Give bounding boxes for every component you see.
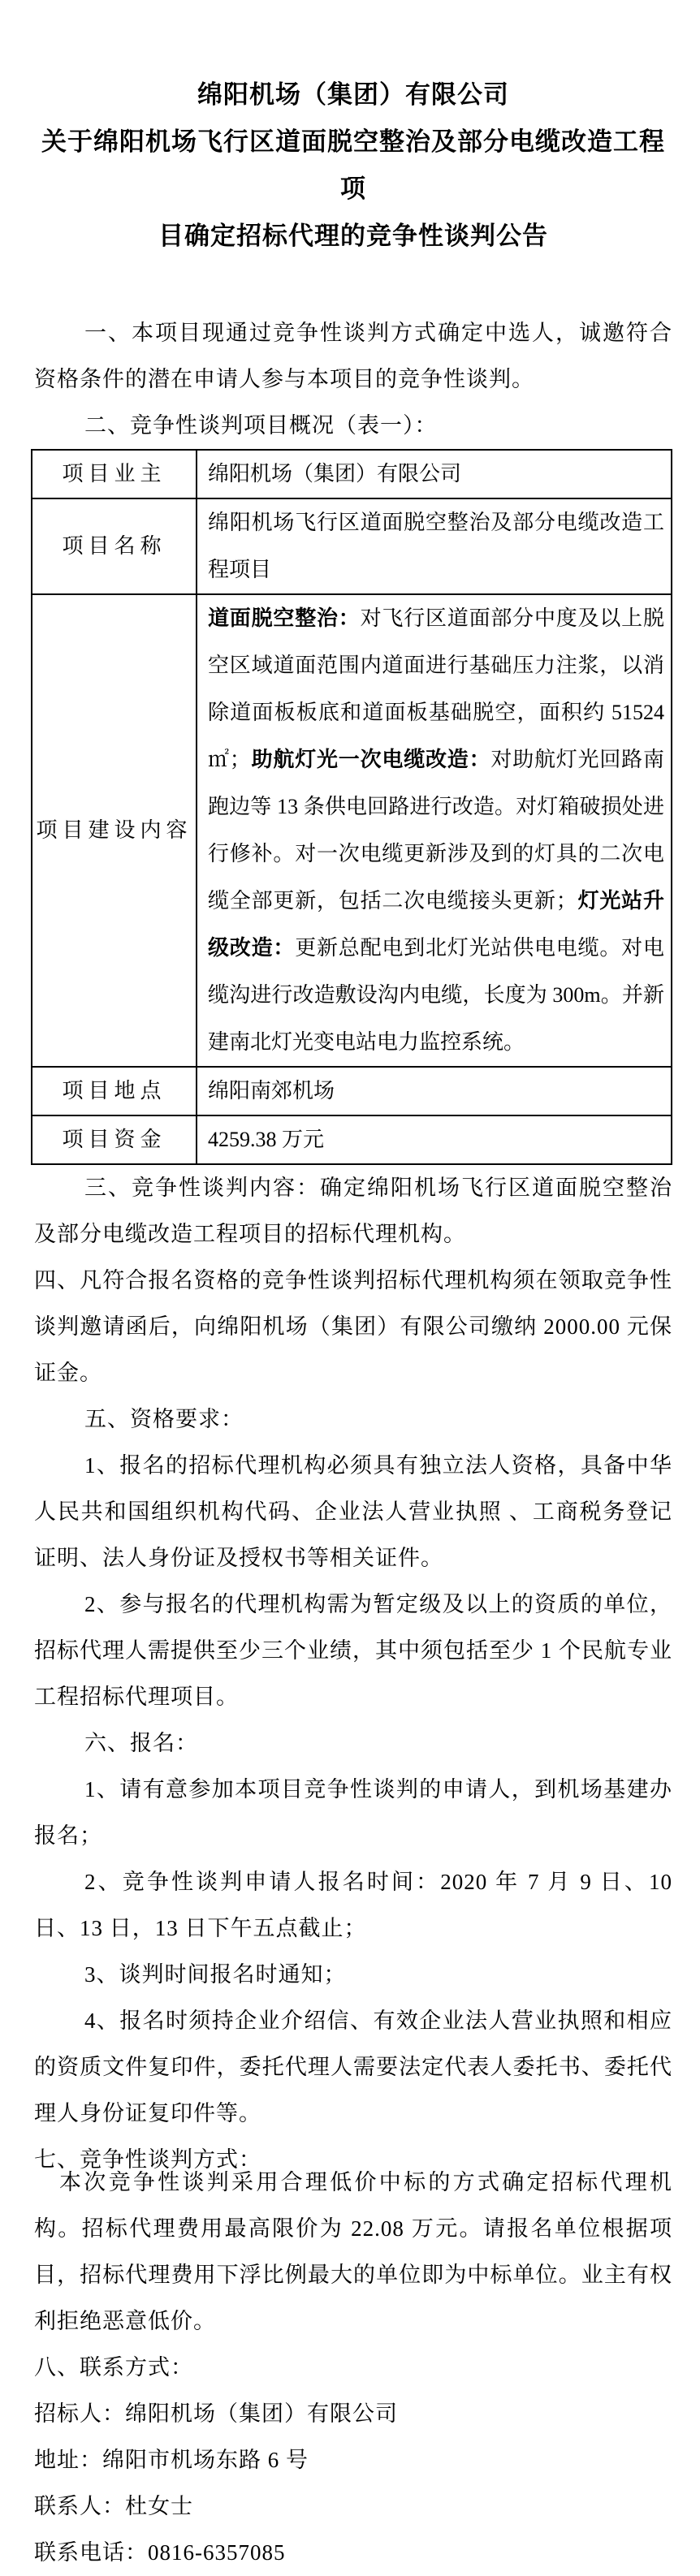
para-qualification-heading: 五、资格要求： — [84, 1407, 244, 1431]
text-run: 更新总配电到北灯光站供电电缆。对电缆沟进行改造敷设沟内电缆，长度为 300m。并新建南北灯光变电站电力监控系统。 — [208, 936, 664, 1054]
para-qualification-item-1: 1、报名的招标代理机构必须具有独立法人资格，具备中华人民共和国组织机构代码、企业法人营业执照 、工商税务登记证明、法人身份证及授权书等相关证件。 — [34, 1453, 672, 1570]
title-company-line: 绵阳机场（集团）有限公司 — [197, 80, 509, 109]
table-row-funding — [32, 1115, 672, 1164]
table-row-owner — [32, 450, 672, 498]
para-method-body: 本次竞争性谈判采用合理低价中标的方式确定招标代理机构。招标代理费用最高限价为 22.08 万元。请报名单位根据项目，招标代理费用下浮比例最大的单位即为中标单位。业主有权利拒绝恶意低价。 — [34, 2170, 672, 2333]
para-registration-heading: 六、报名： — [84, 1731, 198, 1755]
funding-label: 项目资金 — [32, 1115, 197, 1164]
project-overview-table — [31, 449, 672, 1165]
construction-content-label: 项目建设内容 — [32, 594, 197, 1067]
contact-phone-line: 联系电话：0816-6357085 — [34, 2540, 286, 2565]
para-negotiation-content: 三、竞争性谈判内容：确定绵阳机场飞行区道面脱空整治及部分电缆改造工程项目的招标代理机构。 — [34, 1176, 672, 1246]
location-value: 绵阳南郊机场 — [197, 1067, 672, 1115]
table-row-construction-content — [32, 594, 672, 1067]
text-run: 对飞行区道面部分中度及以上脱空区域道面范围内道面进行基础压力注浆，以消除道面板板底和道面板基础脱空，面积约 51524 ㎡； — [208, 606, 664, 771]
owner-label: 项目业主 — [32, 450, 197, 498]
owner-value: 绵阳机场（集团）有限公司 — [197, 450, 672, 498]
location-label: 项目地点 — [32, 1067, 197, 1115]
contact-person-line: 联系人：杜女士 — [34, 2494, 193, 2518]
contact-address-line: 地址：绵阳市机场东路 6 号 — [34, 2448, 309, 2472]
contact-bidder-line: 招标人：绵阳机场（集团）有限公司 — [34, 2401, 398, 2426]
project-name-value: 绵阳机场飞行区道面脱空整治及部分电缆改造工程项目 — [197, 498, 672, 594]
project-name-label: 项目名称 — [32, 498, 197, 594]
para-registration-item-3: 3、谈判时间报名时通知； — [84, 1962, 347, 1987]
para-invitation: 一、本项目现通过竞争性谈判方式确定中选人，诚邀符合资格条件的潜在申请人参与本项目的竞争性谈判。 — [34, 321, 672, 391]
para-overview-heading: 二、竞争性谈判项目概况（表一）： — [84, 413, 438, 438]
para-registration-item-4: 4、报名时须持企业介绍信、有效企业法人营业执照和相应的资质文件复印件，委托代理人需要法定代表人委托书、委托代理人身份证复印件等。 — [34, 2009, 672, 2125]
table-row-location — [32, 1067, 672, 1115]
document-title — [34, 71, 672, 260]
funding-value: 4259.38 万元 — [197, 1115, 672, 1164]
para-qualification-item-2: 2、参与报名的代理机构需为暂定级及以上的资质的单位，招标代理人需提供至少三个业绩，其中须包括至少 1 个民航专业工程招标代理项目。 — [34, 1592, 672, 1709]
para-deposit: 四、凡符合报名资格的竞争性谈判招标代理机构须在领取竞争性谈判邀请函后，向绵阳机场（集团）有限公司缴纳 2000.00 元保证金。 — [34, 1268, 672, 1385]
title-project-line: 关于绵阳机场飞行区道面脱空整治及部分电缆改造工程项 — [41, 127, 665, 203]
title-announcement-line: 目确定招标代理的竞争性谈判公告 — [158, 222, 548, 250]
para-method-heading: 七、竞争性谈判方式： — [34, 2147, 261, 2172]
para-registration-item-1: 1、请有意参加本项目竞争性谈判的申请人，到机场基建办报名； — [34, 1777, 672, 1848]
bold-text-run: 灯光站升级改造： — [208, 889, 664, 960]
para-registration-item-2: 2、竞争性谈判申请人报名时间：2020 年 7 月 9 日、10 日、13 日，13 日下午五点截止； — [34, 1870, 672, 1940]
construction-content-value — [197, 594, 672, 1067]
bold-text-run: 道面脱空整治： — [208, 606, 361, 630]
table-row-project-name — [32, 498, 672, 594]
bold-text-run: 助航灯光一次电缆改造： — [250, 748, 491, 771]
text-run: 对助航灯光回路南跑边等 13 条供电回路进行改造。对灯箱破损处进行修补。对一次电缆更新涉及到的灯具的二次电缆全部更新，包括二次电缆接头更新； — [208, 748, 664, 913]
para-contact-heading: 八、联系方式： — [34, 2355, 193, 2380]
